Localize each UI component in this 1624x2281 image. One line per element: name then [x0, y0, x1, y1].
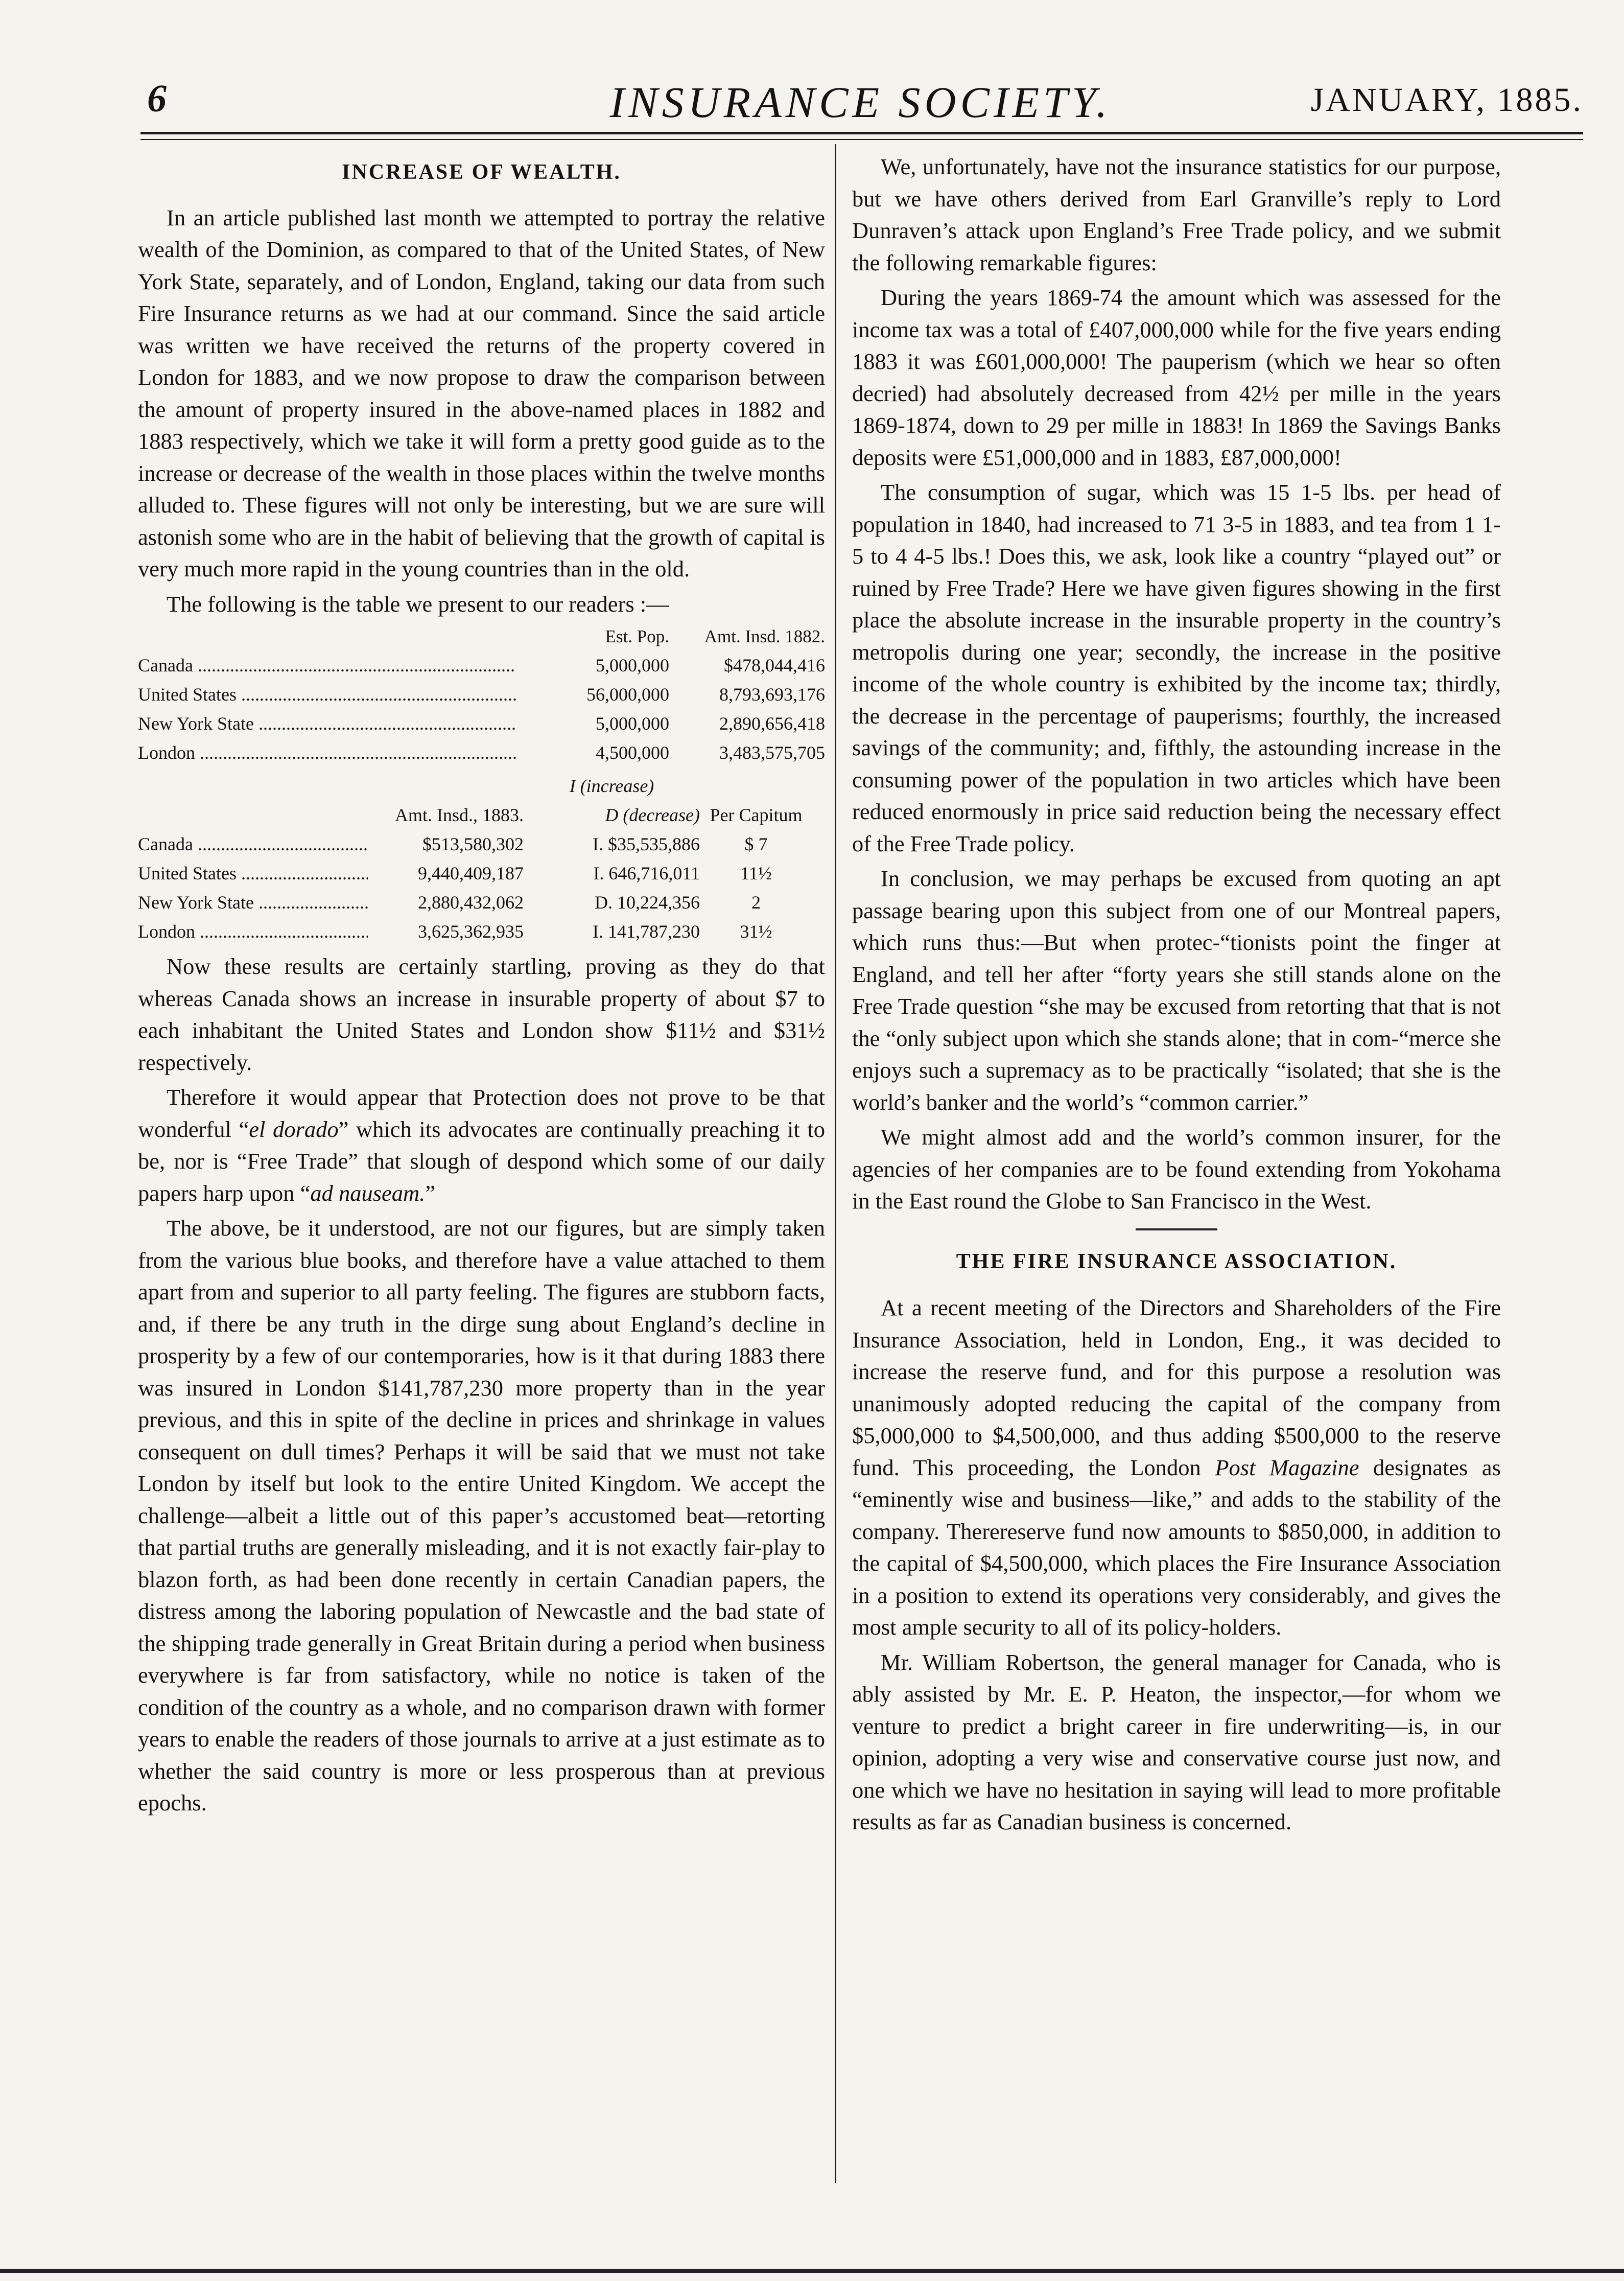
cell-per-capita: 31½ — [740, 921, 772, 942]
cell-per-capita: 2 — [751, 892, 761, 913]
table-row — [138, 917, 825, 946]
cell-per-capita: $ 7 — [744, 834, 768, 854]
table-header-row — [138, 622, 825, 651]
table-row — [138, 651, 825, 680]
right-column — [852, 151, 1501, 1838]
paragraph: The following is the table we present to our readers :— — [167, 591, 669, 617]
paragraph: Now these results are certainly startling, proving as they do that whereas Canada shows an increase in insurable property of about $7 to each inhabitant the United States and London show $11½ and $31½ respectively. — [138, 953, 825, 1075]
cell-change: I. 646,716,011 — [593, 863, 700, 883]
cell-amt: 2,890,656,418 — [719, 713, 825, 734]
cell-per-capita: 11½ — [740, 863, 772, 883]
paragraph: Mr. William Robertson, the general manager for Canada, who is ably assisted by Mr. E. P. Heaton, the inspector,—for whom we venture to predict a bright career in fire underwriting—is, in our opinion, adopting a very wise and conservative course just now, and one which we have no hesitation in saying will lead to more profitable results as far as Canadian business is concerned. — [852, 1649, 1501, 1834]
column-divider — [835, 144, 836, 2183]
row-label: London ..... — [138, 917, 368, 946]
page-number: 6 — [147, 77, 167, 120]
emphasis: el dorado — [249, 1116, 339, 1142]
cell-amt: $478,044,416 — [724, 655, 825, 676]
col-header-decrease: D (decrease) — [605, 805, 700, 825]
paragraph: During the years 1869-74 the amount which was assessed for the income tax was a total of £407,000,000 while for the five years ending 1883 it was £601,000,000! The pauperism (which we hear so often decried) had absolutely decreased from 42½ per mille in the years 1869-1874, down to 29 per mille in 1883! In 1869 the Savings Banks deposits were £51,000,000 and in 1883, £87,000,000! — [852, 285, 1501, 470]
paragraph: In conclusion, we may perhaps be excused from quoting an apt passage bearing upon this subject from one of our Montreal papers, which runs thus:—But when protec-“tionists point the finger at England, and tell her after “forty years she still stands alone on the Free Trade question “she may be excused from retorting that that is not the “only subject upon which she stands alone; that in com-“merce she enjoys such a supremacy as to be practically “isolated; that she is the world’s banker and the world’s “common carrier.” — [852, 866, 1501, 1115]
paragraph: The consumption of sugar, which was 15 1-5 lbs. per head of population in 1840, had increased to 71 3-5 in 1883, and tea from 1 1-5 to 4 4-5 lbs.! Does this, we ask, look like a country “played out” or ruined by Free Trade? Here we have given figures showing in the first place the absolute increase in the insurable property in the country’s metropolis during one year; secondly, the increase in the positive income of the whole country is exhibited by the income tax; thirdly, the decrease in the percentage of pauperisms; fourthly, the increased savings of the community; and, fifthly, the astounding increase in the consuming power of the population in two articles which have been reduced enormously in price said reduction being the necessary effect of the Free Trade policy. — [852, 479, 1501, 856]
paragraph: Therefore it would appear that Protection does not prove to be that wonderful “el dorado” which its advocates are continually preaching it to be, nor is “Free Trade” that slough of despond which some of our daily papers harp upon “ad nauseam.” — [138, 1084, 825, 1206]
row-label: New York State ..... — [138, 888, 368, 917]
table-row — [138, 738, 825, 767]
emphasis: Post Magazine — [1215, 1454, 1359, 1480]
cell-amt: 9,440,409,187 — [418, 863, 524, 883]
table-row — [138, 859, 825, 888]
insurance-change-table-1883 — [138, 772, 825, 946]
cell-amt: 3,483,575,705 — [719, 742, 825, 763]
cell-amt: 8,793,693,176 — [719, 684, 825, 705]
masthead-rule-thin — [140, 139, 1583, 140]
cell-change: I. 141,787,230 — [593, 921, 700, 942]
publication-title: INSURANCE SOCIETY. — [609, 78, 1112, 127]
cell-pop: 56,000,000 — [586, 684, 669, 705]
table-row — [138, 830, 825, 859]
masthead-rule-thick — [140, 132, 1583, 134]
paragraph: The above, be it understood, are not our figures, but are simply taken from the various blue books, and therefore have a value attached to them apart from and superior to all party feeling. The figures are stubborn facts, and, if there be any truth in the dirge sung about England’s decline in prosperity by a few of our contemporaries, how is it that during 1883 there was insured in London $141,787,230 more property than in the year previous, and this in spite of the decline in prices and shrinkage in values consequent on dull times? Perhaps it will be said that we must not take London by itself but look to the entire United Kingdom. We accept the challenge—albeit a little out of this paper’s accustomed beat—retorting that partial truths are generally misleading, and it is not exactly fair-play to blazon forth, as had been done recently in certain Canadian papers, the distress among the laboring population of Newcastle and the bad state of the shipping trade generally in Great Britain during a period when business everywhere is far from satisfactory, while no notice is taken of the condition of the country as a whole, and no comparison drawn with former years to enable the readers of those journals to arrive at a just estimate as to whether the said country is more or less prosperous than at previous epochs. — [138, 1215, 825, 1816]
masthead — [138, 77, 1583, 138]
row-label: United States ..... — [138, 680, 516, 709]
paragraph: We, unfortunately, have not the insurance statistics for our purpose, but we have others derived from Earl Granville’s reply to Lord Dunraven’s attack upon England’s Free Trade policy, and we submit the following remarkable figures: — [852, 154, 1501, 275]
table-row — [138, 680, 825, 709]
row-label: New York State ..... — [138, 709, 516, 738]
paragraph: At a recent meeting of the Directors and Shareholders of the Fire Insurance Association, held in London, Eng., it was decided to increase the reserve fund, and for this purpose a resolution was unanimously adopted reducing the capital of the company from $5,000,000 to $4,500,000, and thus adding $500,000 to the reserve fund. This proceeding, the London Post Magazine designates as “eminently wise and business—like,” and adds to the stability of the company. Therereserve fund now amounts to $850,000, in addition to the capital of $4,500,000, which places the Fire Insurance Association in a position to extend its operations very considerably, and gives the most ample security to all of its policy-holders. — [852, 1295, 1501, 1640]
cell-pop: 4,500,000 — [596, 742, 669, 763]
table-row — [138, 709, 825, 738]
col-header-amt-1883: Amt. Insd., 1883. — [395, 805, 524, 825]
paragraph: We might almost add and the world’s common insurer, for the agencies of her companies are to be found extending from Yokohama in the East round the Globe to San Francisco in the West. — [852, 1124, 1501, 1214]
table-header-row — [138, 801, 825, 830]
article-title-fire-insurance-association: THE FIRE INSURANCE ASSOCIATION. — [956, 1249, 1397, 1273]
page-bottom-edge — [0, 2269, 1624, 2273]
article-separator — [1136, 1228, 1217, 1230]
cell-amt: 3,625,362,935 — [418, 921, 524, 942]
col-header-amt-1882: Amt. Insd. 1882. — [704, 626, 825, 646]
col-header-est-pop: Est. Pop. — [605, 626, 669, 646]
cell-amt: 2,880,432,062 — [418, 892, 524, 913]
cell-change: D. 10,224,356 — [595, 892, 700, 913]
cell-amt: $513,580,302 — [422, 834, 524, 854]
row-label: London ..... — [138, 738, 516, 767]
cell-pop: 5,000,000 — [596, 713, 669, 734]
row-label: United States ..... — [138, 859, 368, 888]
cell-pop: 5,000,000 — [596, 655, 669, 676]
row-label: Canada ..... — [138, 830, 368, 859]
table-row — [138, 888, 825, 917]
article-title-increase-of-wealth: INCREASE OF WEALTH. — [342, 160, 621, 184]
col-subheader-increase: I (increase) — [569, 776, 654, 796]
row-label: Canada ..... — [138, 651, 516, 680]
cell-change: I. $35,535,886 — [593, 834, 700, 854]
population-insurance-table-1882 — [138, 622, 825, 767]
table-subheader-row — [138, 772, 825, 801]
emphasis: ad nauseam. — [310, 1180, 426, 1206]
col-header-per-capitum: Per Capitum — [710, 805, 803, 825]
paragraph: In an article published last month we attempted to portray the relative wealth of the Dominion, as compared to that of the United States, of New York State, separately, and of London, England, taking our data from such Fire Insurance returns as we had at our command. Since the said article was written we have received the returns of the property covered in London for 1883, and we now propose to draw the comparison between the amount of property insured in the above-named places in 1882 and 1883 respectively, which we take it will form a pretty good guide as to the increase or decrease of the wealth in those places within the twelve months alluded to. These figures will not only be interesting, but we are sure will astonish some who are in the habit of believing that the growth of capital is very much more rapid in the young countries than in the old. — [138, 204, 825, 581]
issue-date: JANUARY, 1885. — [1310, 81, 1583, 119]
left-column — [138, 153, 825, 1819]
